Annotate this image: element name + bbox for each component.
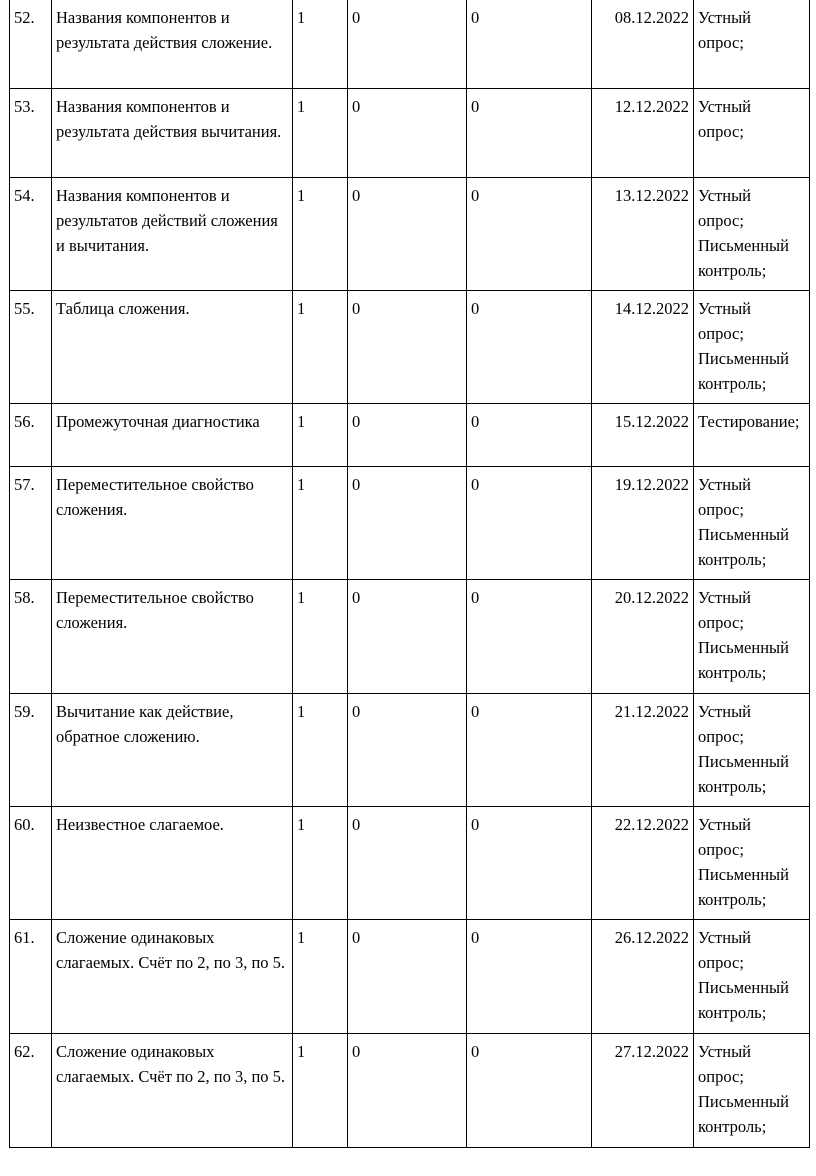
assessment-form-line: Письменный xyxy=(698,977,789,997)
assessment-form-line: Письменный xyxy=(698,864,789,884)
lesson-date-cell: 15.12.2022 xyxy=(592,403,694,466)
table-row xyxy=(10,806,810,919)
lesson-plan-table xyxy=(9,0,810,1148)
lesson-number-cell: 61. xyxy=(10,919,52,1033)
assessment-form-line: Устный xyxy=(698,96,751,116)
total-hours-cell: 1 xyxy=(293,0,348,88)
practical-works-cell: 0 xyxy=(467,403,592,466)
assessment-form-line: опрос; xyxy=(698,726,744,746)
control-works-cell: 0 xyxy=(348,403,467,466)
lesson-number-cell: 57. xyxy=(10,466,52,579)
assessment-form-line: Письменный xyxy=(698,751,789,771)
lesson-topic-cell: Промежуточная диагностика xyxy=(52,403,293,466)
table-row xyxy=(10,579,810,693)
control-works-cell: 0 xyxy=(348,177,467,290)
practical-works-cell: 0 xyxy=(467,0,592,88)
lesson-date-cell: 14.12.2022 xyxy=(592,290,694,403)
total-hours-cell: 1 xyxy=(293,919,348,1033)
assessment-form-cell xyxy=(694,579,810,693)
assessment-form-cell xyxy=(694,806,810,919)
total-hours-cell: 1 xyxy=(293,693,348,806)
lesson-number-cell: 55. xyxy=(10,290,52,403)
lesson-number-cell: 60. xyxy=(10,806,52,919)
assessment-form-line: контроль; xyxy=(698,889,767,909)
control-works-cell: 0 xyxy=(348,806,467,919)
assessment-form-line: Устный xyxy=(698,927,751,947)
lesson-topic-cell: Названия компонентов и результата действия сложение. xyxy=(52,0,293,88)
assessment-form-line: контроль; xyxy=(698,1116,767,1136)
lesson-date-cell: 20.12.2022 xyxy=(592,579,694,693)
lesson-topic-cell: Сложение одинаковых слагаемых. Счёт по 2, по 3, по 5. xyxy=(52,1033,293,1147)
practical-works-cell: 0 xyxy=(467,919,592,1033)
assessment-form-line: опрос; xyxy=(698,121,744,141)
assessment-form-line: контроль; xyxy=(698,1002,767,1022)
control-works-cell: 0 xyxy=(348,579,467,693)
assessment-form-cell xyxy=(694,1033,810,1147)
total-hours-cell: 1 xyxy=(293,403,348,466)
assessment-form-line: опрос; xyxy=(698,1066,744,1086)
total-hours-cell: 1 xyxy=(293,88,348,177)
assessment-form-line: контроль; xyxy=(698,776,767,796)
table-row xyxy=(10,1033,810,1147)
lesson-topic-cell: Сложение одинаковых слагаемых. Счёт по 2, по 3, по 5. xyxy=(52,919,293,1033)
lesson-topic-cell: Переместительное свойство сложения. xyxy=(52,466,293,579)
lesson-topic-cell: Таблица сложения. xyxy=(52,290,293,403)
lesson-plan-body xyxy=(10,0,810,1147)
control-works-cell: 0 xyxy=(348,88,467,177)
lesson-number-cell: 59. xyxy=(10,693,52,806)
practical-works-cell: 0 xyxy=(467,177,592,290)
assessment-form-line: Письменный xyxy=(698,235,789,255)
control-works-cell: 0 xyxy=(348,0,467,88)
lesson-date-cell: 27.12.2022 xyxy=(592,1033,694,1147)
assessment-form-line: контроль; xyxy=(698,549,767,569)
total-hours-cell: 1 xyxy=(293,177,348,290)
total-hours-cell: 1 xyxy=(293,579,348,693)
lesson-number-cell: 52. xyxy=(10,0,52,88)
table-row xyxy=(10,919,810,1033)
table-row xyxy=(10,466,810,579)
lesson-date-cell: 21.12.2022 xyxy=(592,693,694,806)
lesson-number-cell: 54. xyxy=(10,177,52,290)
assessment-form-line: контроль; xyxy=(698,373,767,393)
total-hours-cell: 1 xyxy=(293,466,348,579)
lesson-date-cell: 22.12.2022 xyxy=(592,806,694,919)
control-works-cell: 0 xyxy=(348,693,467,806)
lesson-number-cell: 58. xyxy=(10,579,52,693)
assessment-form-line: опрос; xyxy=(698,499,744,519)
assessment-form-cell xyxy=(694,177,810,290)
practical-works-cell: 0 xyxy=(467,1033,592,1147)
assessment-form-line: опрос; xyxy=(698,323,744,343)
lesson-date-cell: 19.12.2022 xyxy=(592,466,694,579)
assessment-form-cell xyxy=(694,88,810,177)
assessment-form-line: Тестирование; xyxy=(698,411,800,431)
assessment-form-cell xyxy=(694,290,810,403)
assessment-form-cell xyxy=(694,693,810,806)
total-hours-cell: 1 xyxy=(293,290,348,403)
assessment-form-line: опрос; xyxy=(698,33,744,52)
control-works-cell: 0 xyxy=(348,290,467,403)
practical-works-cell: 0 xyxy=(467,466,592,579)
lesson-number-cell: 62. xyxy=(10,1033,52,1147)
practical-works-cell: 0 xyxy=(467,693,592,806)
table-row xyxy=(10,0,810,88)
assessment-form-line: Письменный xyxy=(698,348,789,368)
lesson-topic-cell: Переместительное свойство сложения. xyxy=(52,579,293,693)
assessment-form-cell xyxy=(694,919,810,1033)
assessment-form-line: опрос; xyxy=(698,210,744,230)
lesson-topic-cell: Неизвестное слагаемое. xyxy=(52,806,293,919)
control-works-cell: 0 xyxy=(348,1033,467,1147)
lesson-date-cell: 12.12.2022 xyxy=(592,88,694,177)
assessment-form-line: опрос; xyxy=(698,612,744,632)
assessment-form-line: Устный xyxy=(698,474,751,494)
assessment-form-line: Устный xyxy=(698,298,751,318)
assessment-form-line: Письменный xyxy=(698,524,789,544)
assessment-form-line: Письменный xyxy=(698,1091,789,1111)
lesson-topic-cell: Названия компонентов и результатов действий сложения и вычитания. xyxy=(52,177,293,290)
table-row xyxy=(10,403,810,466)
practical-works-cell: 0 xyxy=(467,806,592,919)
practical-works-cell: 0 xyxy=(467,88,592,177)
control-works-cell: 0 xyxy=(348,466,467,579)
lesson-topic-cell: Названия компонентов и результата действия вычитания. xyxy=(52,88,293,177)
assessment-form-line: контроль; xyxy=(698,662,767,682)
assessment-form-cell xyxy=(694,403,810,466)
lesson-number-cell: 56. xyxy=(10,403,52,466)
lesson-date-cell: 26.12.2022 xyxy=(592,919,694,1033)
assessment-form-line: опрос; xyxy=(698,952,744,972)
total-hours-cell: 1 xyxy=(293,1033,348,1147)
table-row xyxy=(10,88,810,177)
lesson-number-cell: 53. xyxy=(10,88,52,177)
control-works-cell: 0 xyxy=(348,919,467,1033)
total-hours-cell: 1 xyxy=(293,806,348,919)
assessment-form-line: Устный xyxy=(698,587,751,607)
assessment-form-cell xyxy=(694,466,810,579)
table-row xyxy=(10,290,810,403)
assessment-form-line: Устный xyxy=(698,814,751,834)
assessment-form-line: Устный xyxy=(698,1041,751,1061)
assessment-form-line: Устный xyxy=(698,701,751,721)
assessment-form-line: Устный xyxy=(698,8,751,27)
lesson-topic-cell: Вычитание как действие, обратное сложению. xyxy=(52,693,293,806)
table-row xyxy=(10,693,810,806)
assessment-form-cell xyxy=(694,0,810,88)
lesson-date-cell: 08.12.2022 xyxy=(592,0,694,88)
table-row xyxy=(10,177,810,290)
lesson-date-cell: 13.12.2022 xyxy=(592,177,694,290)
assessment-form-line: опрос; xyxy=(698,839,744,859)
assessment-form-line: Устный xyxy=(698,185,751,205)
assessment-form-line: Письменный xyxy=(698,637,789,657)
assessment-form-line: контроль; xyxy=(698,260,767,280)
practical-works-cell: 0 xyxy=(467,290,592,403)
practical-works-cell: 0 xyxy=(467,579,592,693)
